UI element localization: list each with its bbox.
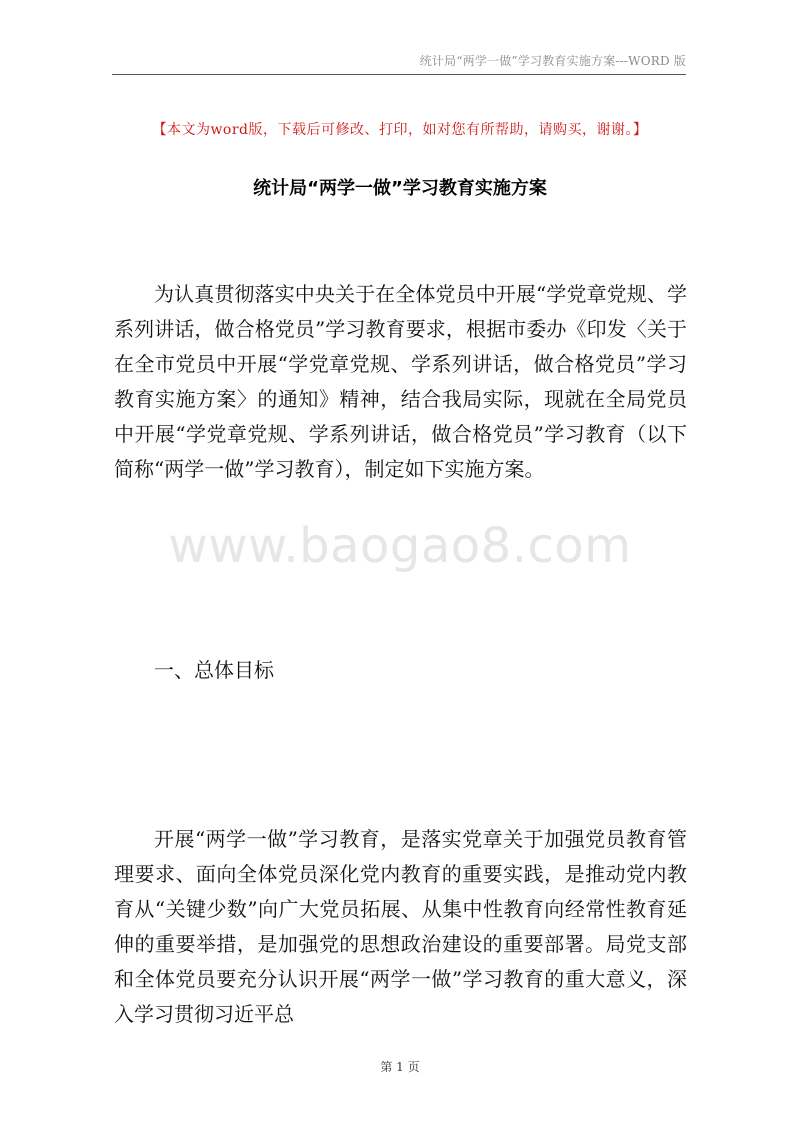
purchase-notice: 【本文为word版，下载后可修改、打印，如对您有所帮助，请购买，谢谢。】: [152, 122, 648, 138]
watermark: www.baogao8.com: [168, 518, 632, 574]
header-divider: [112, 74, 686, 75]
intro-paragraph: 为认真贯彻落实中央关于在全体党员中开展“学党章党规、学系列讲话，做合格党员”学习教育要求，根据市委办《印发〈关于在全市党员中开展“学党章党规、学系列讲话，做合格党员”学习教育实施方案〉的通知》精神，结合我局实际，现就在全局党员中开展“学党章党规、学系列讲话，做合格党员”学习教育（以下简称“两学一做”学习教育），制定如下实施方案。: [114, 282, 687, 481]
document-title: 统计局“两学一做”学习教育实施方案: [253, 178, 547, 199]
running-header: 统计局“两学一做”学习教育实施方案---WORD 版: [419, 54, 686, 68]
page-number: 第 1 页: [380, 1060, 420, 1074]
section-paragraph: 开展“两学一做”学习教育，是落实党章关于加强党员教育管理要求、面向全体党员深化党内教育的重要实践，是推动党内教育从“关键少数”向广大党员拓展、从集中性教育向经常性教育延伸的重要举措，是加强党的思想政治建设的重要部署。局党支部和全体党员要充分认识开展“两学一做”学习教育的重大意义，深入学习贯彻习近平总: [114, 827, 687, 1026]
section-heading: 一、总体目标: [154, 658, 274, 682]
